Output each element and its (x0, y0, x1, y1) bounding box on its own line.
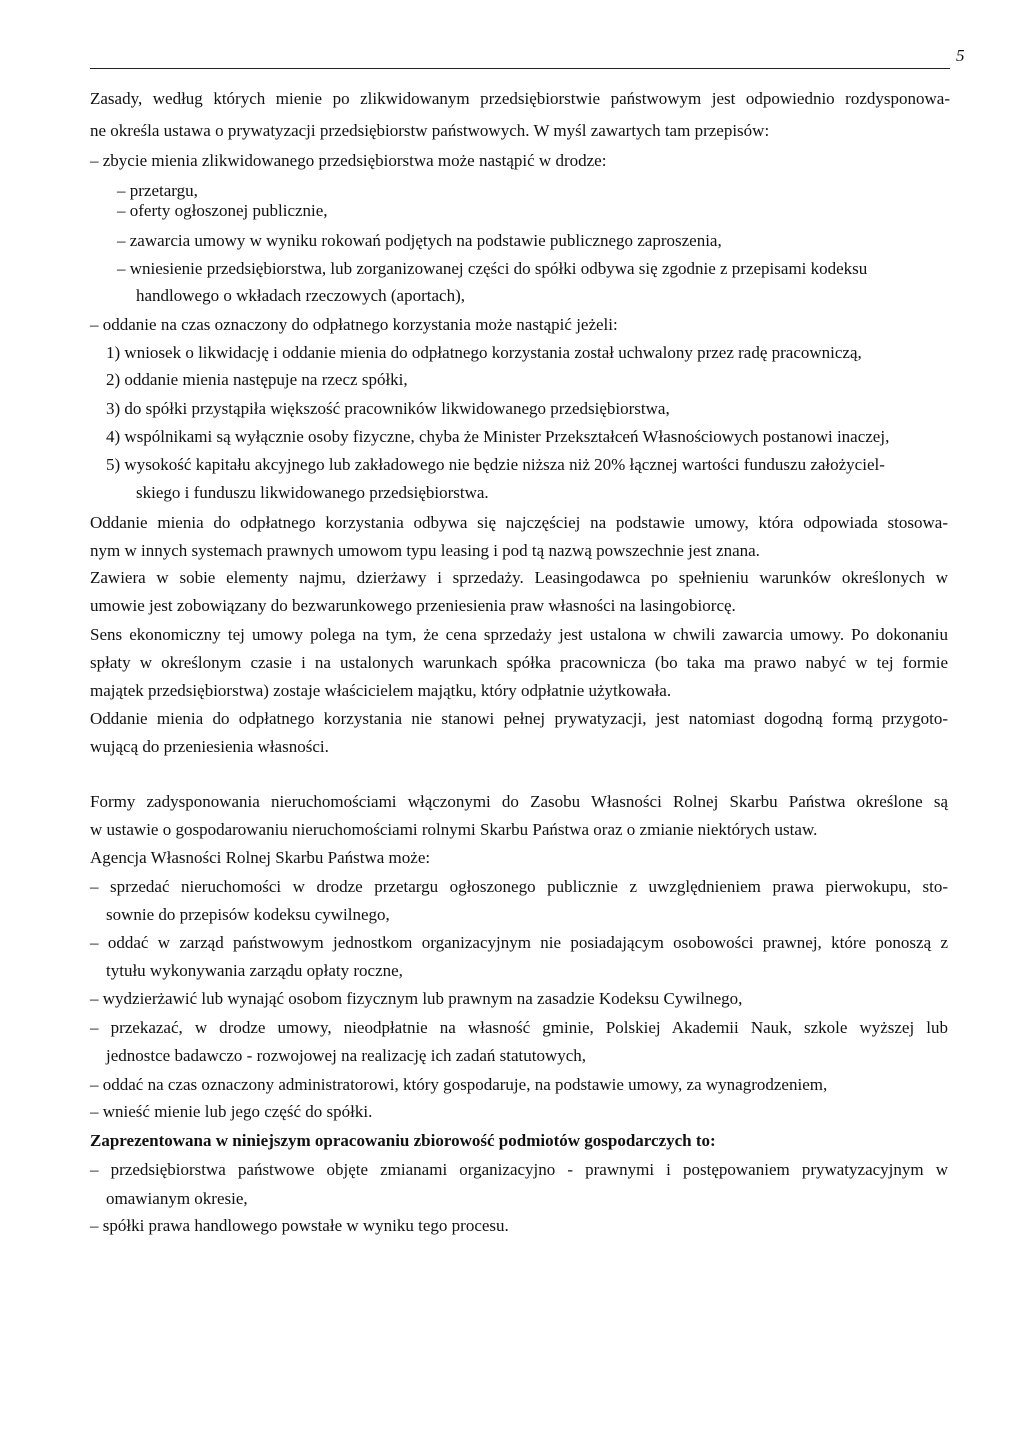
header-rule (90, 68, 950, 69)
text-line: – zawarcia umowy w wyniku rokowań podjętych na podstawie publicznego zaproszenia, (117, 231, 722, 250)
text-line: – przedsiębiorstwa państwowe objęte zmianami organizacyjno - prawnymi i postępowaniem prywatyzacyjnym w (90, 1160, 948, 1179)
text-line: Zaprezentowana w niniejszym opracowaniu zbiorowość podmiotów gospodarczych to: (90, 1131, 716, 1150)
text-line: – przetargu, (117, 181, 198, 200)
text-line: – wnieść mienie lub jego część do spółki. (90, 1102, 373, 1121)
text-line: – zbycie mienia zlikwidowanego przedsiębiorstwa może nastąpić w drodze: (90, 151, 607, 170)
text-line: 5) wysokość kapitału akcyjnego lub zakładowego nie będzie niższa niż 20% łącznej wartości funduszu założyciel- (106, 455, 885, 474)
text-line: w ustawie o gospodarowaniu nieruchomościami rolnymi Skarbu Państwa oraz o zmianie niektórych ustaw. (90, 820, 818, 839)
text-line: 3) do spółki przystąpiła większość pracowników likwidowanego przedsiębiorstwa, (106, 399, 670, 418)
text-line: tytułu wykonywania zarządu opłaty roczne, (106, 961, 403, 980)
text-line: omawianym okresie, (106, 1189, 248, 1208)
text-line: spłaty w określonym czasie i na ustalonych warunkach spółka pracownicza (bo taka ma prawo nabyć w tej formie (90, 653, 948, 672)
text-line: 2) oddanie mienia następuje na rzecz spółki, (106, 370, 408, 389)
text-line: Zasady, według których mienie po zlikwidowanym przedsiębiorstwie państwowym jest odpowiednio rozdysponowa- (90, 89, 950, 108)
text-line: – oddać na czas oznaczony administratorowi, który gospodaruje, na podstawie umowy, za wynagrodzeniem, (90, 1075, 828, 1094)
text-line: Formy zadysponowania nieruchomościami włączonymi do Zasobu Własności Rolnej Skarbu Państwa określone są (90, 792, 948, 811)
text-line: Oddanie mienia do odpłatnego korzystania nie stanowi pełnej prywatyzacji, jest natomiast dogodną formą przygoto- (90, 709, 948, 728)
page-number: 5 (956, 46, 965, 65)
text-line: – sprzedać nieruchomości w drodze przetargu ogłoszonego publicznie z uwzględnieniem prawa pierwokupu, sto- (90, 877, 948, 896)
text-line: Zawiera w sobie elementy najmu, dzierżawy i sprzedaży. Leasingodawca po spełnieniu warunków określonych w (90, 568, 948, 587)
text-line: – oddać w zarząd państwowym jednostkom organizacyjnym nie posiadającym osobowości prawnej, które ponoszą z (90, 933, 948, 952)
text-line: – spółki prawa handlowego powstałe w wyniku tego procesu. (90, 1216, 509, 1235)
text-line: – przekazać, w drodze umowy, nieodpłatnie na własność gminie, Polskiej Akademii Nauk, szkole wyższej lub (90, 1018, 948, 1037)
text-line: 4) wspólnikami są wyłącznie osoby fizyczne, chyba że Minister Przekształceń Własnościowych postanowi inaczej, (106, 427, 890, 446)
text-line: jednostce badawczo - rozwojowej na realizację ich zadań statutowych, (106, 1046, 587, 1065)
text-line: majątek przedsiębiorstwa) zostaje właścicielem majątku, który odpłatnie użytkowała. (90, 681, 672, 700)
text-line: – oferty ogłoszonej publicznie, (117, 201, 328, 220)
text-line: – wniesienie przedsiębiorstwa, lub zorganizowanej części do spółki odbywa się zgodnie z przepisami kodeksu (117, 259, 868, 278)
text-line: Oddanie mienia do odpłatnego korzystania odbywa się najczęściej na podstawie umowy, która odpowiada stosowa- (90, 513, 948, 532)
text-line: umowie jest zobowiązany do bezwarunkowego przeniesienia praw własności na lasingobiorcę. (90, 596, 736, 615)
text-line: wującą do przeniesienia własności. (90, 737, 329, 756)
text-line: ne określa ustawa o prywatyzacji przedsiębiorstw państwowych. W myśl zawartych tam przepisów: (90, 121, 770, 140)
text-line: nym w innych systemach prawnych umowom typu leasing i pod tą nazwą powszechnie jest znana. (90, 541, 760, 560)
text-line: – wydzierżawić lub wynająć osobom fizycznym lub prawnym na zasadzie Kodeksu Cywilnego, (90, 989, 743, 1008)
text-line: 1) wniosek o likwidację i oddanie mienia do odpłatnego korzystania został uchwalony przez radę pracowniczą, (106, 343, 862, 362)
text-line: handlowego o wkładach rzeczowych (aportach), (136, 286, 465, 305)
text-line: Agencja Własności Rolnej Skarbu Państwa może: (90, 848, 431, 867)
text-line: sownie do przepisów kodeksu cywilnego, (106, 905, 390, 924)
text-line: Sens ekonomiczny tej umowy polega na tym, że cena sprzedaży jest ustalona w chwili zawarcia umowy. Po dokonaniu (90, 625, 948, 644)
text-line: – oddanie na czas oznaczony do odpłatnego korzystania może nastąpić jeżeli: (90, 315, 618, 334)
text-line: skiego i funduszu likwidowanego przedsiębiorstwa. (136, 483, 489, 502)
